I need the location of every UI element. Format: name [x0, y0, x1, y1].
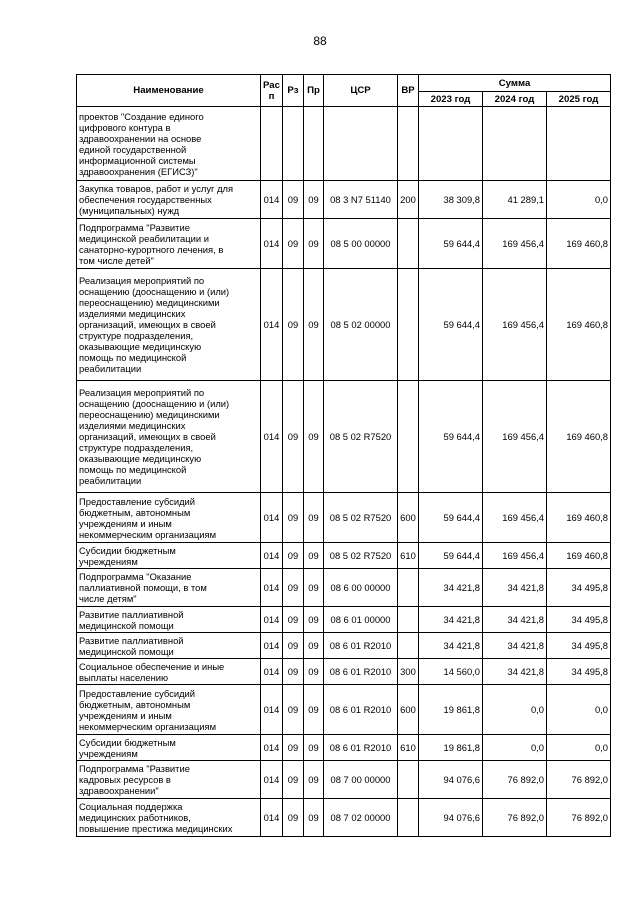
- row-amount-2024: 169 456,4: [483, 493, 547, 543]
- header-rasp: Рас п: [261, 75, 283, 107]
- table-row: [77, 219, 611, 269]
- row-name: Реализация мероприятий по оснащению (дооснащению и (или) переоснащению) медицинскими изделиями медицинских организаций, имеющих в своей структуре подразделения, оказывающие медицинскую помощь по медицинской реабилитации: [77, 269, 261, 381]
- row-amount-2025: 34 495,8: [547, 633, 611, 659]
- row-vr: [398, 607, 419, 633]
- row-pr: [304, 107, 324, 181]
- row-rasp: 014: [261, 269, 283, 381]
- row-amount-2024: 34 421,8: [483, 607, 547, 633]
- header-2024: 2024 год: [483, 92, 547, 107]
- table-row: [77, 735, 611, 761]
- row-amount-2024: 34 421,8: [483, 659, 547, 685]
- row-amount-2025: 169 460,8: [547, 381, 611, 493]
- row-name: Реализация мероприятий по оснащению (дооснащению и (или) переоснащению) медицинскими изделиями медицинских организаций, имеющих в своей структуре подразделения, оказывающие медицинскую помощь по медицинской реабилитации: [77, 381, 261, 493]
- table-row: [77, 107, 611, 181]
- row-rasp: 014: [261, 607, 283, 633]
- row-pr: 09: [304, 761, 324, 799]
- row-vr: [398, 761, 419, 799]
- row-csr: [324, 107, 398, 181]
- row-csr: 08 6 00 00000: [324, 569, 398, 607]
- row-amount-2024: 169 456,4: [483, 269, 547, 381]
- row-rz: 09: [283, 633, 304, 659]
- table-row: [77, 381, 611, 493]
- header-sum: Сумма: [419, 75, 611, 92]
- row-rasp: [261, 107, 283, 181]
- row-name: Социальная поддержка медицинских работников, повышение престижа медицинских: [77, 799, 261, 837]
- row-pr: 09: [304, 735, 324, 761]
- row-vr: 600: [398, 685, 419, 735]
- budget-table: [76, 74, 611, 837]
- row-csr: 08 6 01 R2010: [324, 735, 398, 761]
- row-name: Развитие паллиативной медицинской помощи: [77, 633, 261, 659]
- row-rasp: 014: [261, 493, 283, 543]
- page-number: 88: [313, 34, 327, 48]
- row-amount-2023: 59 644,4: [419, 269, 483, 381]
- row-rasp: 014: [261, 181, 283, 219]
- row-name: Развитие паллиативной медицинской помощи: [77, 607, 261, 633]
- row-name: Субсидии бюджетным учреждениям: [77, 543, 261, 569]
- row-name: Подпрограмма "Развитие медицинской реабилитации и санаторно-курортного лечения, в том числе детей": [77, 219, 261, 269]
- row-vr: [398, 381, 419, 493]
- row-vr: [398, 569, 419, 607]
- row-rz: 09: [283, 685, 304, 735]
- row-amount-2025: 34 495,8: [547, 659, 611, 685]
- row-rasp: 014: [261, 799, 283, 837]
- row-csr: 08 5 02 R7520: [324, 381, 398, 493]
- row-amount-2024: 169 456,4: [483, 381, 547, 493]
- row-csr: 08 6 01 R2010: [324, 659, 398, 685]
- row-vr: 200: [398, 181, 419, 219]
- row-amount-2025: 169 460,8: [547, 543, 611, 569]
- row-amount-2023: 34 421,8: [419, 633, 483, 659]
- row-vr: 610: [398, 543, 419, 569]
- row-amount-2023: 59 644,4: [419, 493, 483, 543]
- table-row: [77, 543, 611, 569]
- table-row: [77, 799, 611, 837]
- header-rz: Рз: [283, 75, 304, 107]
- row-pr: 09: [304, 181, 324, 219]
- row-amount-2025: 169 460,8: [547, 219, 611, 269]
- row-amount-2023: 94 076,6: [419, 761, 483, 799]
- row-rasp: 014: [261, 381, 283, 493]
- row-csr: 08 3 N7 51140: [324, 181, 398, 219]
- row-pr: 09: [304, 607, 324, 633]
- row-csr: 08 5 02 00000: [324, 269, 398, 381]
- header-pr: Пр: [304, 75, 324, 107]
- header-vr: ВР: [398, 75, 419, 107]
- row-rz: 09: [283, 181, 304, 219]
- row-amount-2025: 0,0: [547, 685, 611, 735]
- row-amount-2023: 19 861,8: [419, 735, 483, 761]
- row-pr: 09: [304, 685, 324, 735]
- row-vr: [398, 269, 419, 381]
- row-amount-2023: 59 644,4: [419, 219, 483, 269]
- row-csr: 08 7 02 00000: [324, 799, 398, 837]
- row-rasp: 014: [261, 569, 283, 607]
- row-rz: 09: [283, 381, 304, 493]
- row-pr: 09: [304, 569, 324, 607]
- row-name: Предоставление субсидий бюджетным, автономным учреждениям и иным некоммерческим организациям: [77, 493, 261, 543]
- row-rz: 09: [283, 659, 304, 685]
- header-2025: 2025 год: [547, 92, 611, 107]
- row-vr: [398, 219, 419, 269]
- row-csr: 08 5 00 00000: [324, 219, 398, 269]
- row-csr: 08 7 00 00000: [324, 761, 398, 799]
- row-rz: 09: [283, 761, 304, 799]
- row-amount-2025: 34 495,8: [547, 607, 611, 633]
- row-rz: 09: [283, 569, 304, 607]
- row-rz: 09: [283, 269, 304, 381]
- row-amount-2025: 34 495,8: [547, 569, 611, 607]
- table-row: [77, 269, 611, 381]
- row-amount-2023: 19 861,8: [419, 685, 483, 735]
- row-amount-2023: 14 560,0: [419, 659, 483, 685]
- row-csr: 08 6 01 R2010: [324, 685, 398, 735]
- row-amount-2024: 169 456,4: [483, 219, 547, 269]
- row-amount-2023: [419, 107, 483, 181]
- row-amount-2023: 34 421,8: [419, 569, 483, 607]
- row-amount-2024: 0,0: [483, 735, 547, 761]
- row-amount-2024: 34 421,8: [483, 633, 547, 659]
- row-amount-2024: 41 289,1: [483, 181, 547, 219]
- row-rz: 09: [283, 799, 304, 837]
- row-amount-2024: 0,0: [483, 685, 547, 735]
- row-rasp: 014: [261, 633, 283, 659]
- row-pr: 09: [304, 543, 324, 569]
- row-amount-2024: 76 892,0: [483, 761, 547, 799]
- row-pr: 09: [304, 633, 324, 659]
- row-csr: 08 5 02 R7520: [324, 493, 398, 543]
- row-amount-2024: 34 421,8: [483, 569, 547, 607]
- row-rasp: 014: [261, 685, 283, 735]
- table-row: [77, 761, 611, 799]
- row-amount-2025: 0,0: [547, 735, 611, 761]
- row-name: Предоставление субсидий бюджетным, автономным учреждениям и иным некоммерческим организациям: [77, 685, 261, 735]
- row-amount-2024: 76 892,0: [483, 799, 547, 837]
- row-pr: 09: [304, 799, 324, 837]
- row-rasp: 014: [261, 219, 283, 269]
- row-name: проектов "Создание единого цифрового контура в здравоохранении на основе единой государственной информационной системы здравоохранения (ЕГИСЗ)": [77, 107, 261, 181]
- table-row: [77, 633, 611, 659]
- table-row: [77, 607, 611, 633]
- row-amount-2025: [547, 107, 611, 181]
- row-pr: 09: [304, 493, 324, 543]
- row-rasp: 014: [261, 543, 283, 569]
- row-amount-2023: 59 644,4: [419, 381, 483, 493]
- header-2023: 2023 год: [419, 92, 483, 107]
- row-name: Социальное обеспечение и иные выплаты населению: [77, 659, 261, 685]
- header-csr: ЦСР: [324, 75, 398, 107]
- row-pr: 09: [304, 219, 324, 269]
- row-name: Подпрограмма "Развитие кадровых ресурсов в здравоохранении": [77, 761, 261, 799]
- row-pr: 09: [304, 269, 324, 381]
- row-csr: 08 6 01 00000: [324, 607, 398, 633]
- row-rz: [283, 107, 304, 181]
- row-name: Подпрограмма "Оказание паллиативной помощи, в том числе детям": [77, 569, 261, 607]
- row-amount-2024: [483, 107, 547, 181]
- row-rasp: 014: [261, 761, 283, 799]
- row-amount-2025: 169 460,8: [547, 493, 611, 543]
- row-amount-2023: 38 309,8: [419, 181, 483, 219]
- row-vr: [398, 633, 419, 659]
- row-amount-2024: 169 456,4: [483, 543, 547, 569]
- row-pr: 09: [304, 659, 324, 685]
- row-name: Субсидии бюджетным учреждениям: [77, 735, 261, 761]
- row-vr: 600: [398, 493, 419, 543]
- table-body: [77, 107, 611, 837]
- row-rasp: 014: [261, 735, 283, 761]
- header-name: Наименование: [77, 75, 261, 107]
- row-vr: [398, 107, 419, 181]
- row-rz: 09: [283, 735, 304, 761]
- row-csr: 08 5 02 R7520: [324, 543, 398, 569]
- row-rz: 09: [283, 607, 304, 633]
- table-row: [77, 181, 611, 219]
- row-csr: 08 6 01 R2010: [324, 633, 398, 659]
- table-row: [77, 569, 611, 607]
- row-amount-2025: 76 892,0: [547, 761, 611, 799]
- row-amount-2023: 94 076,6: [419, 799, 483, 837]
- row-vr: 300: [398, 659, 419, 685]
- row-amount-2025: 0,0: [547, 181, 611, 219]
- row-rz: 09: [283, 493, 304, 543]
- row-vr: 610: [398, 735, 419, 761]
- table-row: [77, 493, 611, 543]
- row-vr: [398, 799, 419, 837]
- row-amount-2025: 169 460,8: [547, 269, 611, 381]
- row-rz: 09: [283, 543, 304, 569]
- row-rz: 09: [283, 219, 304, 269]
- row-amount-2023: 59 644,4: [419, 543, 483, 569]
- row-amount-2025: 76 892,0: [547, 799, 611, 837]
- table-row: [77, 685, 611, 735]
- row-amount-2023: 34 421,8: [419, 607, 483, 633]
- row-rasp: 014: [261, 659, 283, 685]
- table-row: [77, 659, 611, 685]
- row-name: Закупка товаров, работ и услуг для обеспечения государственных (муниципальных) нужд: [77, 181, 261, 219]
- row-pr: 09: [304, 381, 324, 493]
